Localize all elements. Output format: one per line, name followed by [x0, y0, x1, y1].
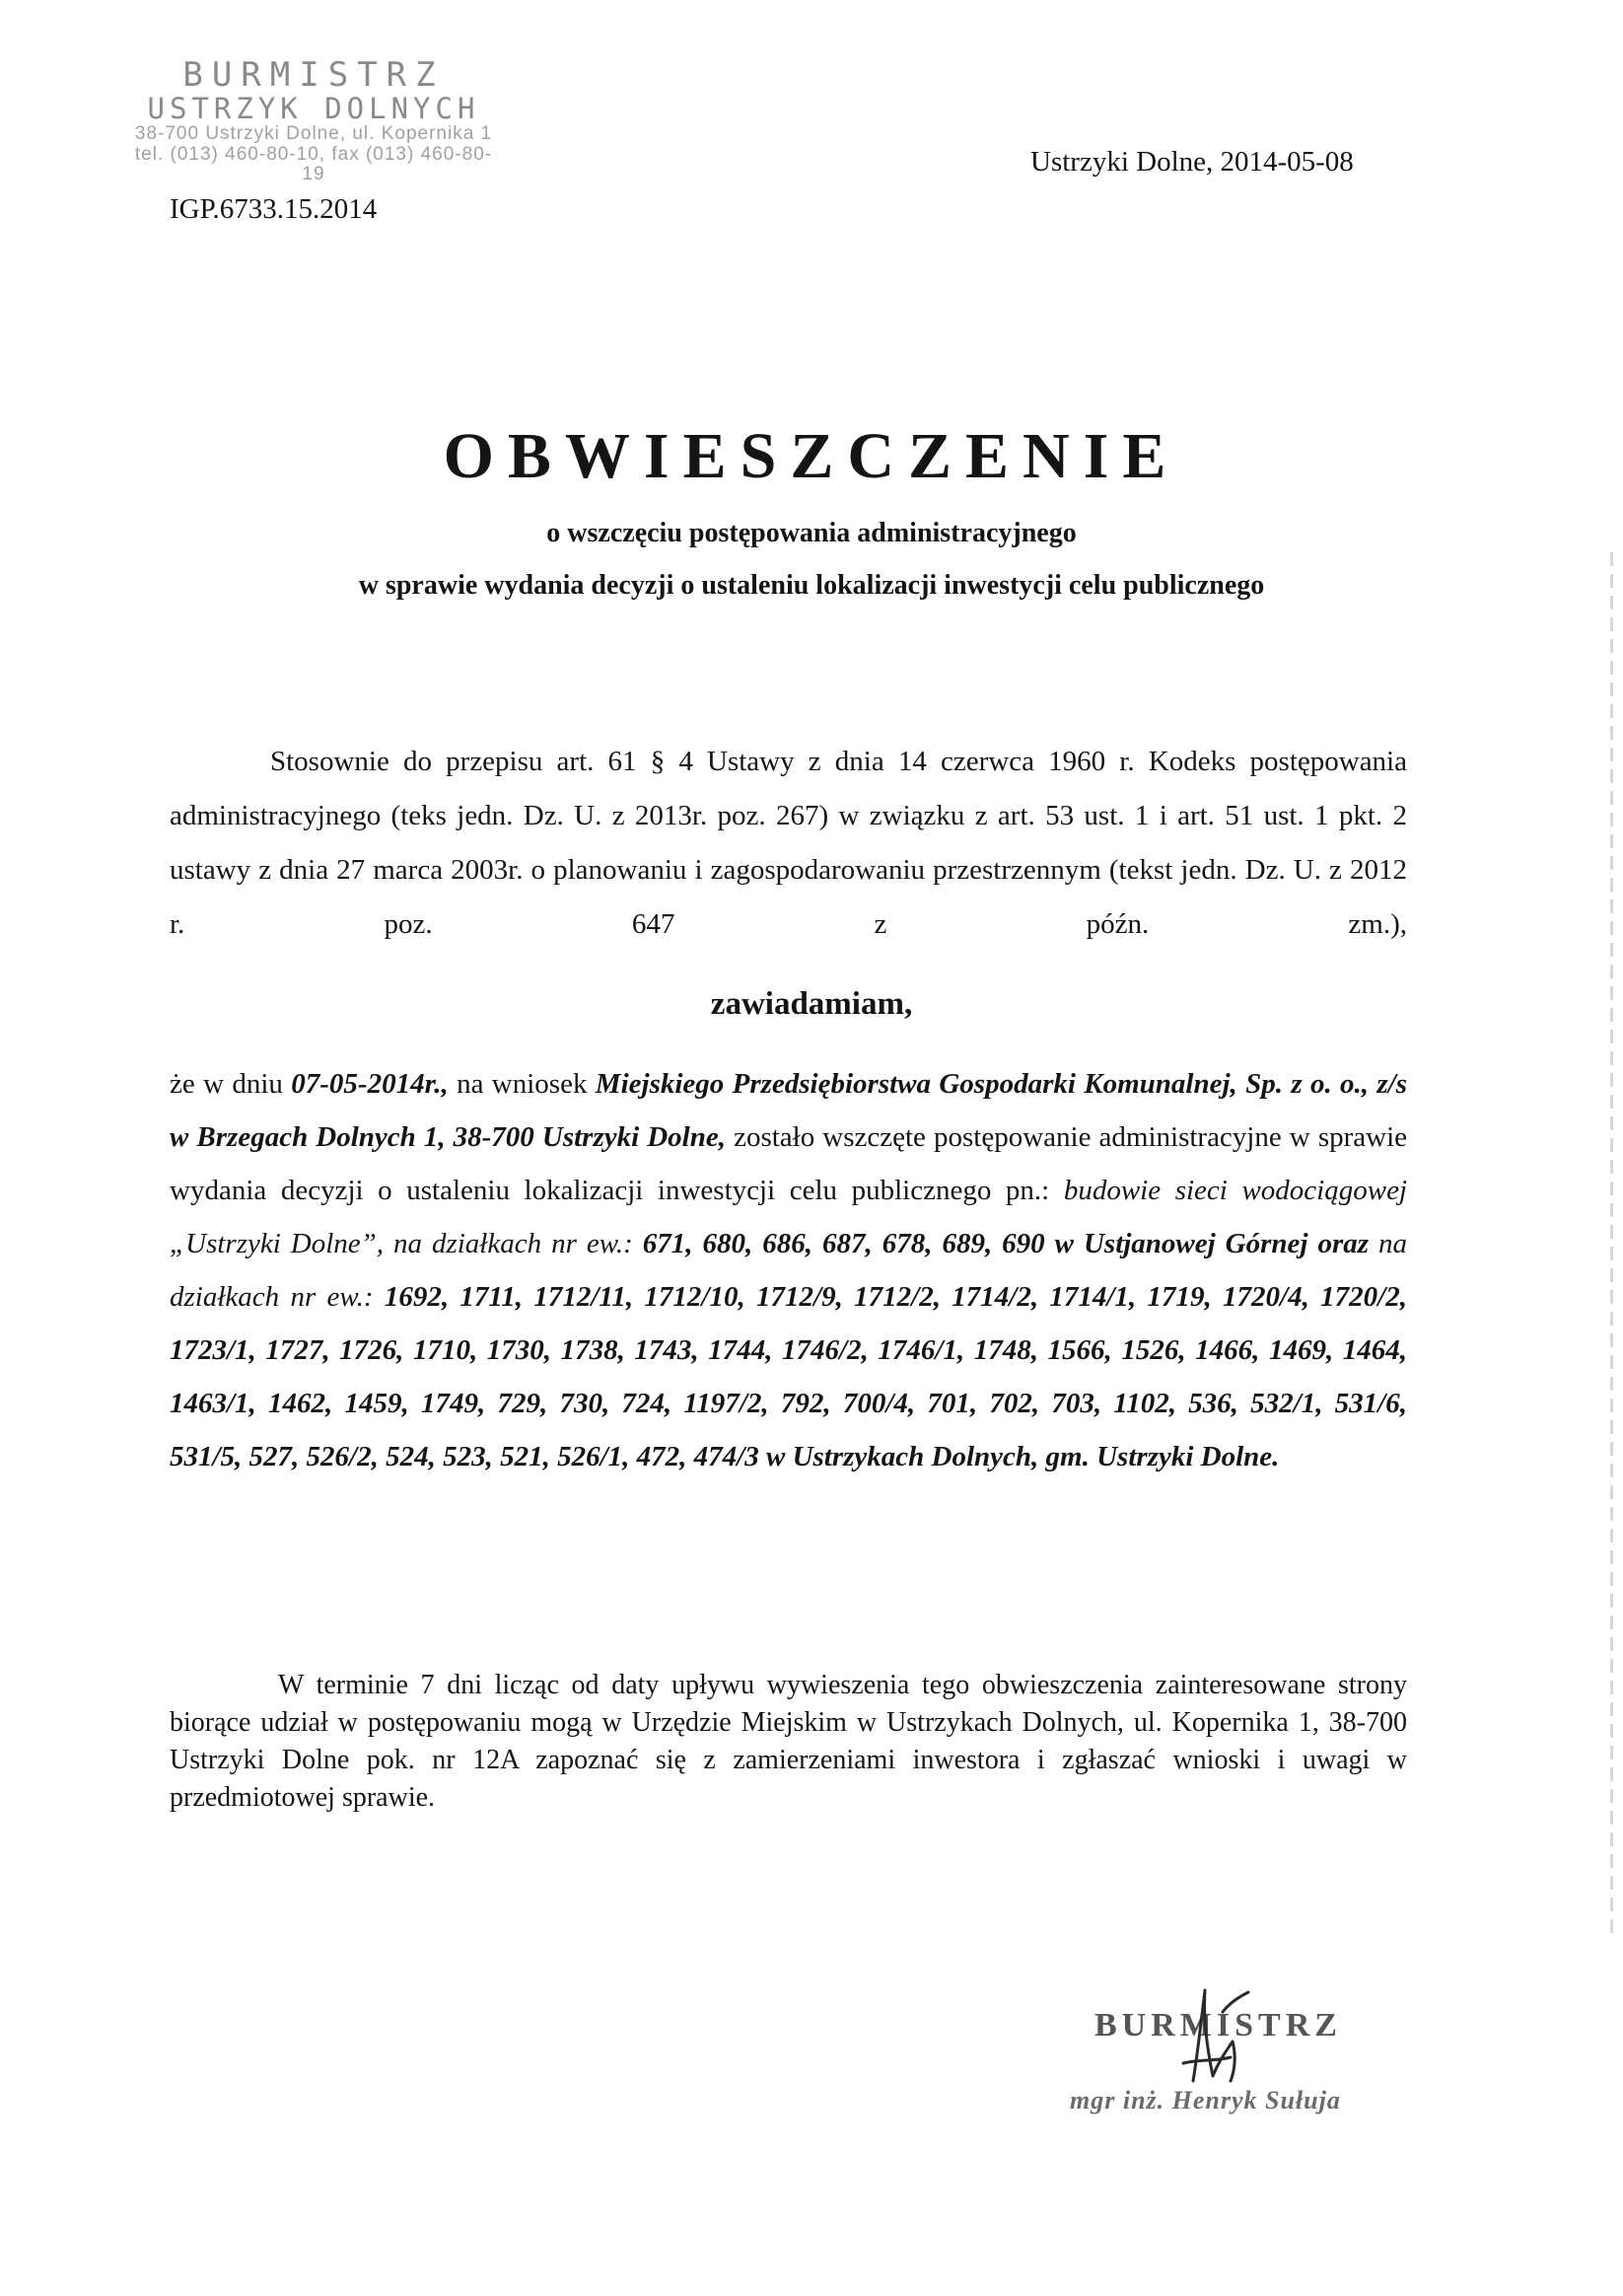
plot-list-ustrzyki: 1692, 1711, 1712/11, 1712/10, 1712/9, 1712/2, 1714/2, 1714/1, 1719, 1720/4, 1720/2, 1723/1, 1727, 1726, 1710, 1730, 1738, 1743, 1744, 1746/2, 1746/1, 1748, 1566, 1526, 1466, 1469, 1464, 1463/1, 1462, 1459, 1749, 729, 730, 724, 1197/2, 792, 700/4, 701, 702, 703, 1102, 536, 532/1, 531/6, 531/5, 527, 526/2, 524, 523, 521, 526/1, 472, 474/3 w Ustrzykach Dolnych, gm. Ustrzyki Dolne.	[170, 1281, 1407, 1472]
plots-intro: na działkach nr ew.:	[170, 1228, 1408, 1313]
stamp-line-1: BURMISTRZ	[182, 55, 445, 95]
deadline-paragraph	[170, 1667, 1407, 1817]
notification-heading: zawiadamiam,	[710, 986, 913, 1022]
legal-basis-paragraph	[170, 735, 1407, 952]
document-subtitle-1: o wszczęciu postępowania administracyjnego	[546, 518, 1077, 548]
project-name: budowie sieci wodociągowej „Ustrzyki Dolne”, na działkach nr ew.:	[170, 1175, 1407, 1259]
stamp-line-3: 38-700 Ustrzyki Dolne, ul. Kopernika 1	[134, 123, 493, 145]
signature-stamp-title: BURMISTRZ	[1094, 2007, 1342, 2044]
notice-date: 07-05-2014r.,	[291, 1068, 449, 1100]
legal-basis-text: Stosownie do przepisu art. 61 § 4 Ustawy z dnia 14 czerwca 1960 r. Kodeks postępowania administracyjnego (teks jedn. Dz. U. z 2013r. poz. 267) w związku z art. 53 ust. 1 i art. 51 ust. 1 pkt. 2 ustawy z dnia 27 marca 2003r. o planowaniu i zagospodarowaniu przestrzennym (tekst jedn. Dz. U. z 2012 r. poz. 647 z późn. zm.),	[170, 746, 1407, 940]
handwritten-signature	[1154, 1982, 1272, 2091]
notice-text-2: na wniosek	[448, 1068, 596, 1100]
scan-edge-artifact	[1610, 552, 1613, 1933]
notice-paragraph	[170, 1057, 1407, 1483]
signatory-name: mgr inż. Henryk Sułuja	[1070, 2086, 1341, 2115]
applicant-name: Miejskiego Przedsiębiorstwa Gospodarki Komunalnej, Sp. z o. o., z/s w Brzegach Dolnych 1, 38-700 Ustrzyki Dolne,	[170, 1068, 1407, 1153]
stamp-line-2: USTRZYK DOLNYCH	[147, 91, 480, 125]
document-subtitle-2: w sprawie wydania decyzji o ustaleniu lokalizacji inwestycji celu publicznego	[358, 570, 1265, 601]
notice-text-3: zostało wszczęte postępowanie administracyjne w sprawie wydania decyzji o ustaleniu lokalizacji inwestycji celu publicznego pn.:	[170, 1121, 1408, 1206]
deadline-text: W terminie 7 dni licząc od daty upływu wywieszenia tego obwieszczenia zainteresowane strony biorące udział w postępowaniu mogą w Urzędzie Miejskim w Ustrzykach Dolnych, ul. Kopernika 1, 38-700 Ustrzyki Dolne pok. nr 12A zapoznać się z zamierzeniami inwestora i zgłaszać wnioski i uwagi w przedmiotowej sprawie.	[170, 1670, 1407, 1813]
notice-text-1: że w dniu	[170, 1068, 292, 1100]
stamp-line-4: tel. (013) 460-80-10, fax (013) 460-80-19	[134, 143, 493, 185]
document-title: OBWIESZCZENIE	[443, 420, 1180, 492]
place-and-date: Ustrzyki Dolne, 2014-05-08	[1030, 146, 1354, 178]
plot-list-ustjanowa: 671, 680, 686, 687, 678, 689, 690 w Ustjanowej Górnej oraz	[632, 1228, 1370, 1259]
reference-number: IGP.6733.15.2014	[170, 193, 378, 225]
office-stamp	[126, 57, 501, 185]
